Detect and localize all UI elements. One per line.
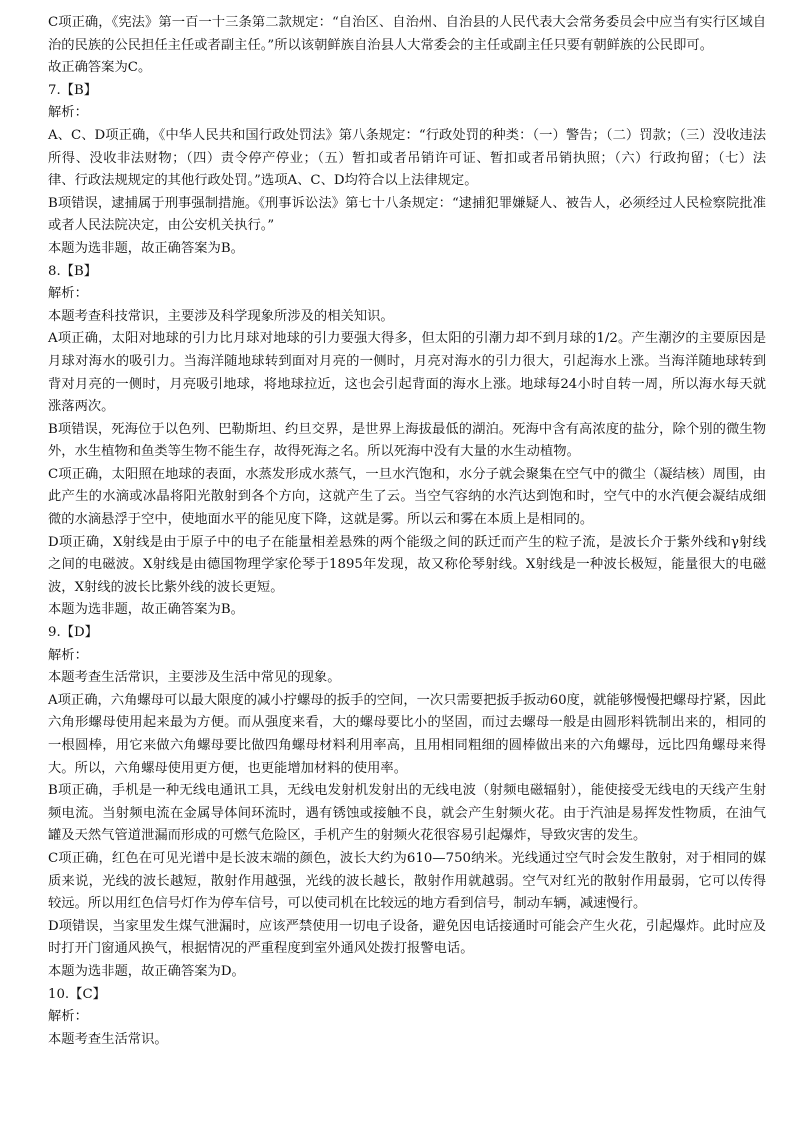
answer-explanation-paragraph: D项正确，X射线是由于原子中的电子在能量相差悬殊的两个能级之间的跃迁而产生的粒子流，是波长介于紫外线和γ射线之间的电磁波。X射线是由德国物理学家伦琴于1895年发现，故又称伦琴射线。X射线是一种波长极短，能量很大的电磁波，X射线的波长比紫外线的波长更短。 (48, 534, 766, 595)
analysis-label: 解析： (48, 1009, 88, 1025)
answer-explanation-paragraph: C项正确，红色在可见光谱中是长波末端的颜色，波长大约为610—750纳米。光线通过空气时会发生散射，对于相同的媒质来说，光线的波长越短，散射作用越强，光线的波长越长，散射作用就越弱。空气对红光的散射作用最弱，它可以传得较远。所以用红色信号灯作为停车信号，可以使司机在比较远的地方看到信号，制动车辆，减速慢行。 (48, 850, 766, 912)
answer-explanation-paragraph: C项正确，《宪法》第一百一十三条第二款规定：“自治区、自治州、自治县的人民代表大会常务委员会中应当有实行区域自治的民族的公民担任主任或者副主任。”所以该朝鲜族自治县人大常委会的主任或副主任只要有朝鲜族的公民即可。 (48, 15, 766, 53)
answer-explanation-paragraph: B项正确，手机是一种无线电通讯工具，无线电发射机发射出的无线电波（射频电磁辐射），能使接受无线电的天线产生射频电流。当射频电流在金属导体间环流时，遇有锈蚀或接触不良，就会产生射频火花。由于汽油是易挥发性物质，在油气罐及天然气管道泄漏而形成的可燃气危险区，手机产生的射频火花很容易引起爆炸，导致灾害的发生。 (48, 783, 766, 844)
analysis-label: 解析： (48, 286, 88, 302)
answer-explanation-paragraph: A、C、D项正确，《中华人民共和国行政处罚法》第八条规定：“行政处罚的种类：（一）警告；（二）罚款；（三）没收违法所得、没收非法财物；（四）责令停产停业；（五）暂扣或者吊销许可证、暂扣或者吊销执照；（六）行政拘留；（七）法律、行政法规规定的其他行政处罚。”选项A、C、D均符合以上法律规定。 (48, 127, 766, 189)
question-number-answer: 7.【B】 (48, 82, 98, 98)
answer-explanation-paragraph: D项错误，当家里发生煤气泄漏时，应该严禁使用一切电子设备，避免因电话接通时可能会产生火花，引起爆炸。此时应及时打开门窗通风换气，根据情况的严重程度到室外通风处拨打报警电话。 (48, 918, 766, 957)
topic-intro: 本题考查生活常识，主要涉及生活中常见的现象。 (48, 670, 341, 686)
question-number-answer: 10.【C】 (48, 986, 106, 1002)
answer-explanation-paragraph: B项错误，逮捕属于刑事强制措施。《刑事诉讼法》第七十八条规定：“逮捕犯罪嫌疑人、被告人，必须经过人民检察院批准或者人民法院决定，由公安机关执行。” (48, 195, 766, 234)
answer-explanation-paragraph: A项正确，六角螺母可以最大限度的减小拧螺母的扳手的空间，一次只需要把扳手扳动60度，就能够慢慢把螺母拧紧，因此六角形螺母使用起来最为方便。而从强度来看，大的螺母要比小的坚固，而过去螺母一般是由圆形料铣制出来的，相同的一根圆棒，用它来做六角螺母要比做四角螺母材料利用率高，且用相同粗细的圆棒做出来的六角螺母，远比四角螺母来得大。所以，六角螺母使用更方便，也更能增加材料的使用率。 (48, 692, 766, 776)
answer-explanation-paragraph: C项正确，太阳照在地球的表面，水蒸发形成水蒸气，一旦水汽饱和，水分子就会聚集在空气中的微尘（凝结核）周围，由此产生的水滴或冰晶将阳光散射到各个方向，这就产生了云。当空气容纳的水汽达到饱和时，空气中的水汽便会凝结成细微的水滴悬浮于空中，使地面水平的能见度下降，这就是雾。所以云和雾在本质上是相同的。 (48, 466, 766, 528)
analysis-label: 解析： (48, 105, 88, 121)
answer-explanation-paragraph: A项正确，太阳对地球的引力比月球对地球的引力要强大得多，但太阳的引潮力却不到月球的1/2。产生潮汐的主要原因是月球对海水的吸引力。当海洋随地球转到面对月亮的一侧时，月亮对海水的引力很大，引起海水上涨。当海洋随地球转到背对月亮的一侧时，月亮吸引地球，将地球拉近，这也会引起背面的海水上涨。地球每24小时自转一周，所以海水每天就涨落两次。 (48, 331, 766, 415)
question-number-answer: 8.【B】 (48, 263, 98, 279)
answer-conclusion: 本题为选非题，故正确答案为B。 (48, 602, 244, 618)
question-number-answer: 9.【D】 (48, 625, 98, 641)
topic-intro: 本题考查科技常识，主要涉及科学现象所涉及的相关知识。 (48, 308, 394, 324)
answer-explanation-paragraph: B项错误，死海位于以色列、巴勒斯坦、约旦交界，是世界上海拔最低的湖泊。死海中含有高浓度的盐分，除个别的微生物外，水生植物和鱼类等生物不能生存，故得死海之名。所以死海中没有大量的水生动植物。 (48, 421, 766, 460)
topic-intro: 本题考查生活常识。 (48, 1031, 168, 1047)
analysis-label: 解析： (48, 647, 88, 663)
answer-conclusion: 故正确答案为C。 (48, 60, 152, 76)
answer-conclusion: 本题为选非题，故正确答案为B。 (48, 240, 244, 256)
answer-conclusion: 本题为选非题，故正确答案为D。 (48, 963, 245, 979)
